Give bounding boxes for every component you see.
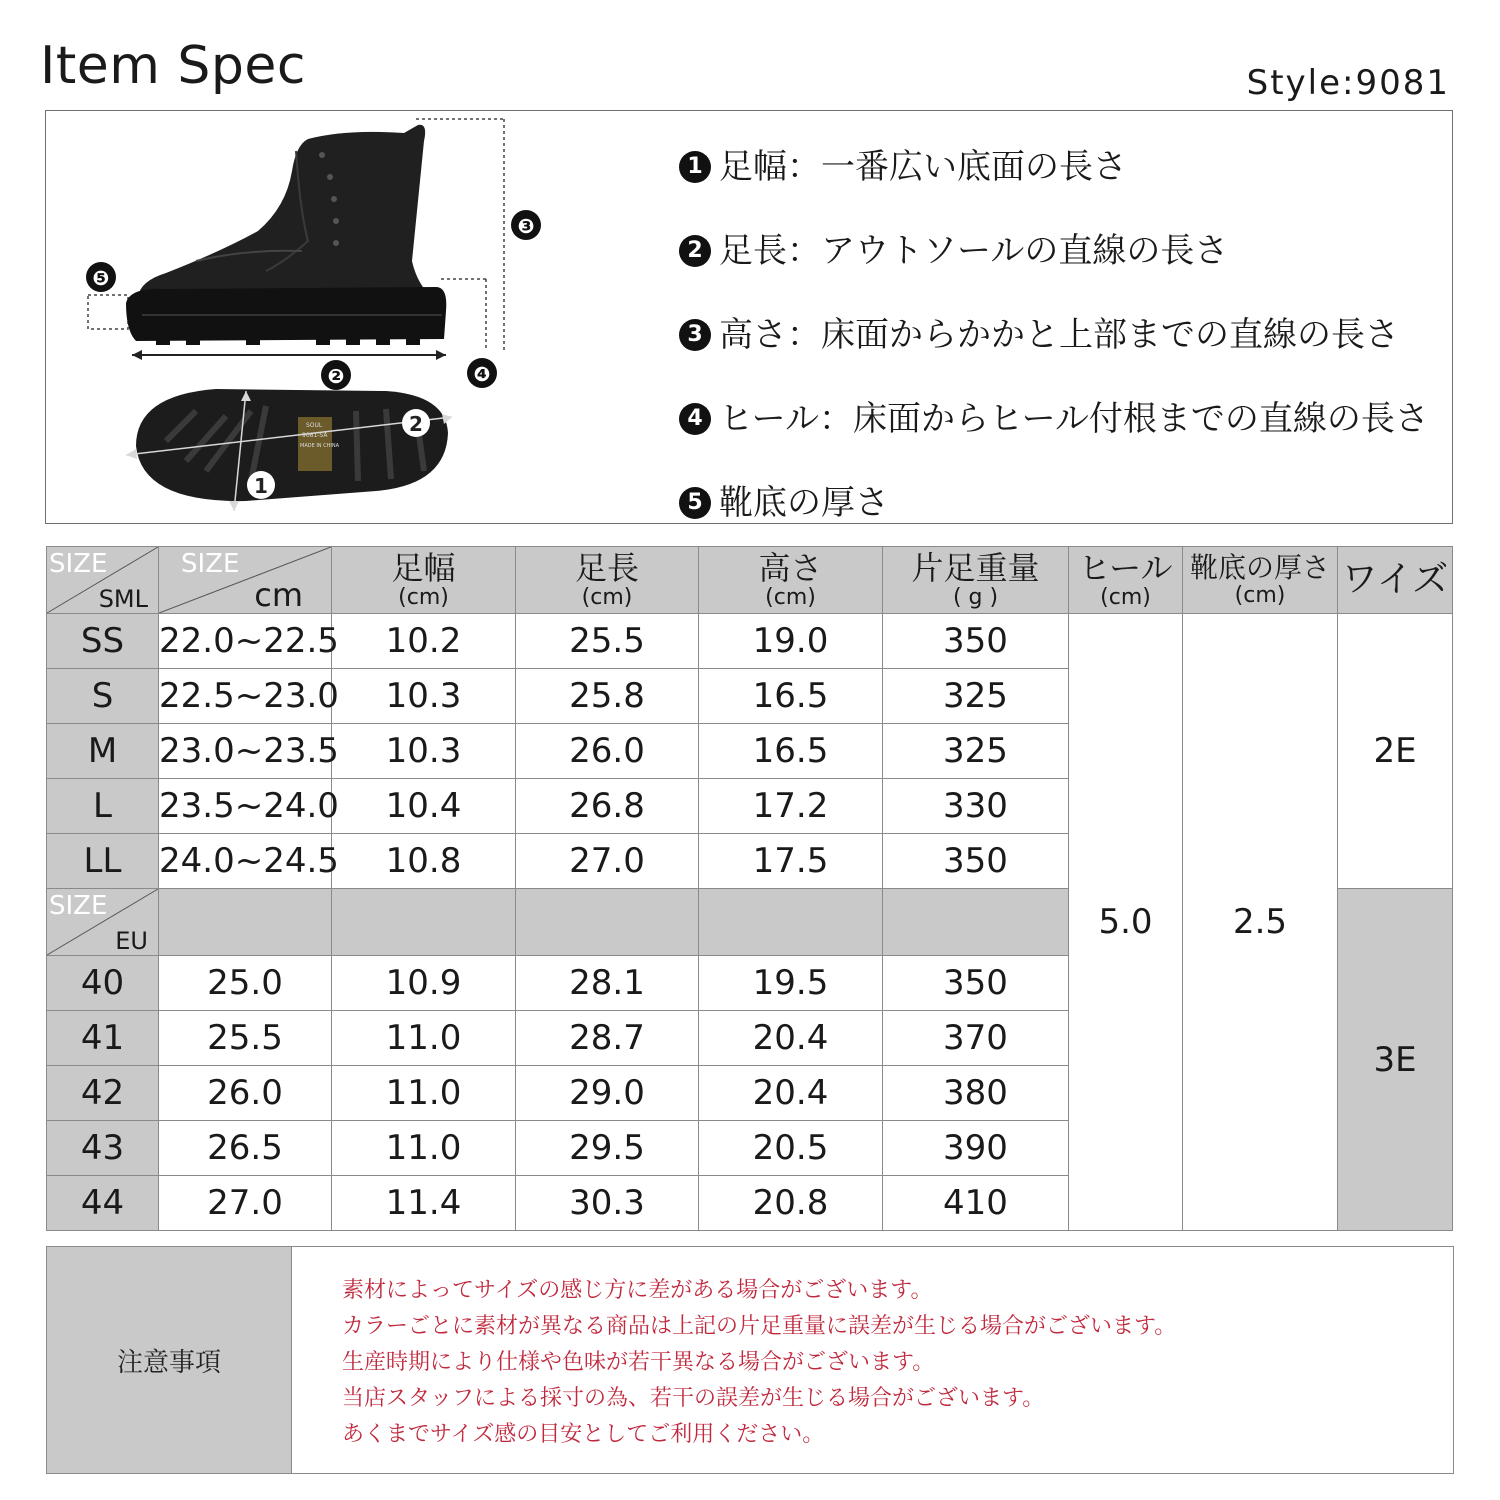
marker-sole-2: 2 [409,412,423,436]
size-cell: LL [47,834,159,889]
size-cell: 40 [47,956,159,1011]
header-length [516,547,699,614]
weight-cell: 325 [883,669,1069,724]
cm-cell: 26.5 [159,1121,332,1176]
height-cell: 16.5 [699,669,883,724]
size-cell: 44 [47,1176,159,1231]
note-line: あくまでサイズ感の目安としてご利用ください。 [342,1422,825,1447]
notes-label: 注意事項 [47,1247,292,1473]
number-3-icon: 3 [679,319,711,351]
size-cell: S [47,669,159,724]
height-cell: 20.4 [699,1011,883,1066]
cm-cell: 27.0 [159,1176,332,1231]
sole-print-3: MADE IN CHINA [300,443,340,449]
height-cell: 16.5 [699,724,883,779]
size-table [46,546,1453,1231]
notes-panel [46,1246,1454,1474]
legend-text: 足長：アウトソールの直線の長さ [719,231,1229,271]
corner-size-label: SIZE [49,549,108,579]
length-cell: 29.5 [516,1121,699,1176]
width-cell: 10.9 [332,956,516,1011]
weight-cell: 330 [883,779,1069,834]
legend-text: 足幅：一番広い底面の長さ [719,147,1127,187]
weight-cell: 410 [883,1176,1069,1231]
header-heel [1069,547,1183,614]
weight-cell: 325 [883,724,1069,779]
marker-5: ❺ [92,266,110,290]
length-cell: 25.5 [516,614,699,669]
heel-cell: 5.0 [1069,614,1183,1231]
weight-cell: 350 [883,834,1069,889]
header-height [699,547,883,614]
boot-diagram [46,111,646,523]
header-unit: (cm) [581,584,633,610]
legend-item-sole [679,461,1449,545]
length-cell: 29.0 [516,1066,699,1121]
eu-header-blank [332,889,516,956]
size-cell: L [47,779,159,834]
header-label: 高さ [758,548,823,587]
header-unit: (cm) [398,584,449,610]
length-cell: 30.3 [516,1176,699,1231]
note-line: カラーごとに素材が異なる商品は上記の片足重量に誤差が生じる場合がございます。 [342,1314,1177,1339]
cm-cell: 23.5~24.0 [159,779,332,834]
legend-item-heel [679,377,1449,461]
eu-header-blank [159,889,332,956]
weight-cell: 380 [883,1066,1069,1121]
weight-cell: 350 [883,614,1069,669]
sole-print-2: 9081-SA [302,432,328,439]
header-unit: (cm) [765,584,816,610]
cm-cell: 22.0~22.5 [159,614,332,669]
height-cell: 17.2 [699,779,883,834]
marker-2: ❷ [327,364,345,388]
header-unit: (cm) [1100,584,1151,610]
header-label: ワイズ [1341,559,1449,600]
eu-header-blank [516,889,699,956]
notes-body [292,1247,1176,1473]
cm-cell: 26.0 [159,1066,332,1121]
marker-3: ❸ [517,214,535,238]
eu-header-blank [699,889,883,956]
number-5-icon: 5 [679,487,711,519]
header-label: ヒール [1078,548,1173,587]
marker-sole-1: 1 [254,474,268,498]
header-sole-thickness [1183,547,1338,614]
cm-cell: 24.0~24.5 [159,834,332,889]
length-cell: 28.7 [516,1011,699,1066]
wise-sml-cell: 2E [1338,614,1453,889]
corner-sml-label: SML [98,585,148,613]
sole-print-1: SOUL [306,422,323,429]
size-cell: 43 [47,1121,159,1176]
length-cell: 27.0 [516,834,699,889]
sole-thickness-cell: 2.5 [1183,614,1338,1231]
size-cell: SS [47,614,159,669]
table-row [47,614,1453,669]
legend-item-height [679,293,1449,377]
note-line: 素材によってサイズの感じ方に差がある場合がございます。 [342,1278,933,1303]
style-code: Style:9081 [1246,63,1450,103]
height-cell: 17.5 [699,834,883,889]
corner-size-label: SIZE [49,891,108,921]
number-2-icon: 2 [679,235,711,267]
header-unit: (cm) [1234,582,1286,608]
width-cell: 11.0 [332,1066,516,1121]
eu-header-blank [883,889,1069,956]
width-cell: 10.2 [332,614,516,669]
measurement-legend [679,125,1449,545]
height-cell: 20.8 [699,1176,883,1231]
size-cell: 41 [47,1011,159,1066]
note-line: 当店スタッフによる採寸の為、若干の誤差が生じる場合がございます。 [342,1386,1045,1411]
number-1-icon: 1 [679,151,711,183]
weight-cell: 370 [883,1011,1069,1066]
corner-eu-label: EU [115,927,148,955]
width-cell: 10.3 [332,669,516,724]
corner-size-label: SIZE [181,549,240,579]
header-label: 足長 [574,548,639,587]
number-4-icon: 4 [679,403,711,435]
width-cell: 11.4 [332,1176,516,1231]
legend-item-width [679,125,1449,209]
spec-panel [45,110,1453,524]
height-cell: 20.5 [699,1121,883,1176]
corner-size-eu [47,889,159,956]
height-cell: 19.5 [699,956,883,1011]
width-cell: 10.3 [332,724,516,779]
legend-text: 靴底の厚さ [719,483,889,523]
width-cell: 11.0 [332,1121,516,1176]
length-cell: 26.0 [516,724,699,779]
width-cell: 10.8 [332,834,516,889]
legend-text: ヒール：床面からヒール付根までの直線の長さ [719,399,1429,439]
cm-cell: 22.5~23.0 [159,669,332,724]
table-header-row [47,547,1453,614]
size-cell: M [47,724,159,779]
boot-illustration [46,111,646,523]
length-cell: 25.8 [516,669,699,724]
legend-text: 高さ：床面からかかと上部までの直線の長さ [719,315,1399,355]
header-weight [883,547,1069,614]
legend-item-length [679,209,1449,293]
header-unit: ( g ) [952,584,999,610]
header-wise [1338,547,1453,614]
page-title: Item Spec [40,36,306,96]
weight-cell: 350 [883,956,1069,1011]
cm-cell: 25.0 [159,956,332,1011]
header-label: 足幅 [391,548,456,587]
weight-cell: 390 [883,1121,1069,1176]
width-cell: 11.0 [332,1011,516,1066]
header-width [332,547,516,614]
header-label: 片足重量 [911,548,1040,587]
length-cell: 28.1 [516,956,699,1011]
corner-size-sml [47,547,159,614]
note-line: 生産時期により仕様や色味が若干異なる場合がございます。 [342,1350,935,1375]
length-cell: 26.8 [516,779,699,834]
height-cell: 19.0 [699,614,883,669]
marker-4: ❹ [473,362,491,386]
size-cell: 42 [47,1066,159,1121]
corner-size-cm [159,547,332,614]
wise-eu-cell: 3E [1338,889,1453,1231]
width-cell: 10.4 [332,779,516,834]
height-cell: 20.4 [699,1066,883,1121]
cm-cell: 23.0~23.5 [159,724,332,779]
header-label: 靴底の厚さ [1189,550,1330,584]
cm-cell: 25.5 [159,1011,332,1066]
corner-cm-label: cm [254,576,303,614]
